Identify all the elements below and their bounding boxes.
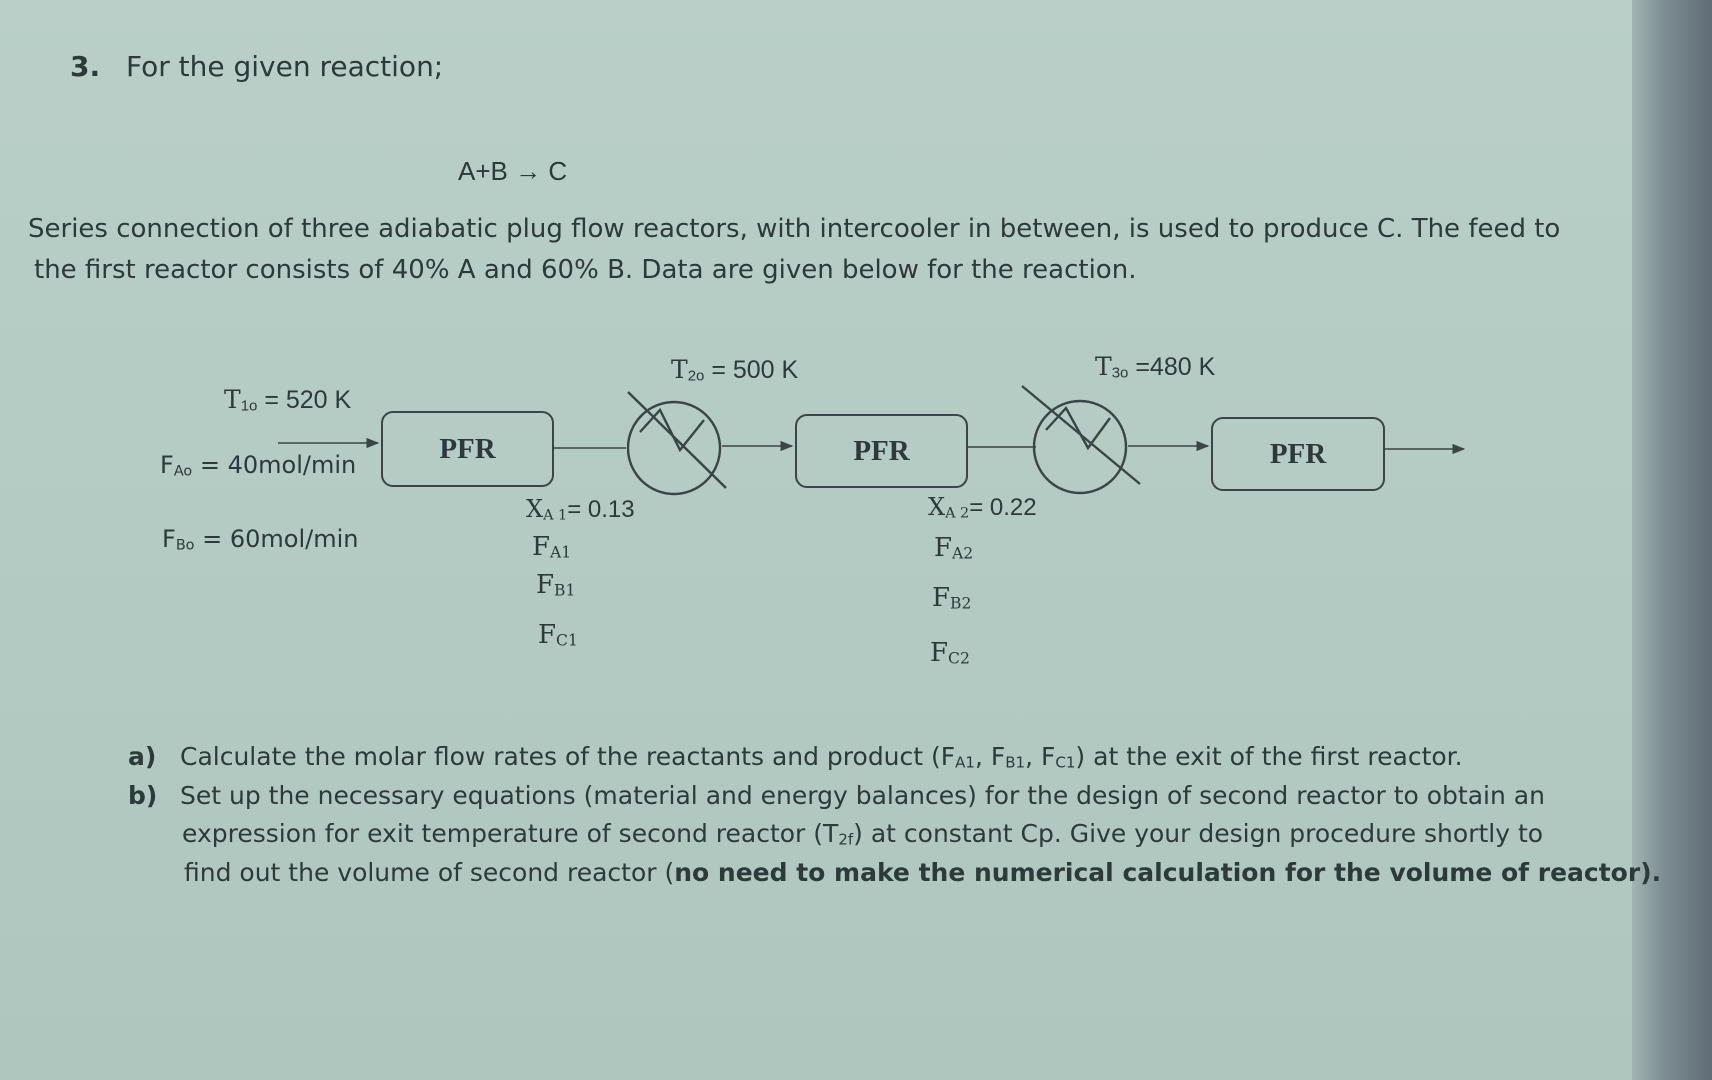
xa2-conversion: $X_{A 2}= 0.22$ — [928, 493, 1037, 522]
t1-inlet-temp: $T_{1o} = 520$ K — [224, 385, 352, 415]
part-b-label: b) — [128, 781, 158, 810]
t3-inlet-temp: $T_{3o} =480$ K — [1095, 352, 1216, 382]
question-intro: For the given reaction; — [126, 50, 444, 83]
part-a: a) Calculate the molar flow rates of the reactants and product ($F_{A1}$, $F_{B1}$, $F_{C1}$) at the exit of the first reactor. — [128, 742, 1463, 772]
t2-inlet-temp: $T_{2o} = 500$ K — [671, 355, 799, 385]
part-b-line-2: expression for exit temperature of second reactor $(T_{2f})$ at constant Cp. Give your design procedure shortly to — [182, 819, 1544, 849]
fb2-label: $F_{B2}$ — [932, 583, 972, 613]
fa0-feed: $F_{Ao} = 40mol/\min$ — [160, 451, 357, 480]
pfr-1-box: PFR — [381, 411, 554, 487]
fa2-label: $F_{A2}$ — [934, 533, 974, 563]
fb1-label: $F_{B1}$ — [536, 570, 576, 600]
intercooler-2-icon — [1022, 386, 1140, 493]
part-b-line-3: find out the volume of second reactor (no need to make the numerical calculation for the volume of reactor). — [184, 858, 1662, 887]
fc2-label: $F_{C2}$ — [930, 638, 970, 668]
fa1-label: $F_{A1}$ — [532, 532, 572, 562]
description-line-2: the first reactor consists of 40% A and 60% B. Data are given below for the reaction. — [34, 255, 1137, 285]
part-b-line-1: b) Set up the necessary equations (material and energy balances) for the design of second reactor to obtain an — [128, 781, 1545, 810]
intercooler-1-icon — [628, 392, 726, 494]
description-line-1: Series connection of three adiabatic plug flow reactors, with intercooler in between, is used to produce C. The feed to — [28, 214, 1561, 244]
reaction-equation: A+B → C — [458, 156, 568, 186]
pfr-3-box: PFR — [1211, 417, 1385, 491]
question-number: 3. — [70, 50, 101, 83]
fb0-feed: $F_{Bo} = 60mol/\min$ — [162, 525, 359, 554]
part-a-label: a) — [128, 742, 157, 771]
pfr-2-box: PFR — [795, 414, 968, 488]
fc1-label: $F_{C1}$ — [538, 620, 578, 650]
xa1-conversion: $X_{A 1}= 0.13$ — [526, 495, 635, 524]
